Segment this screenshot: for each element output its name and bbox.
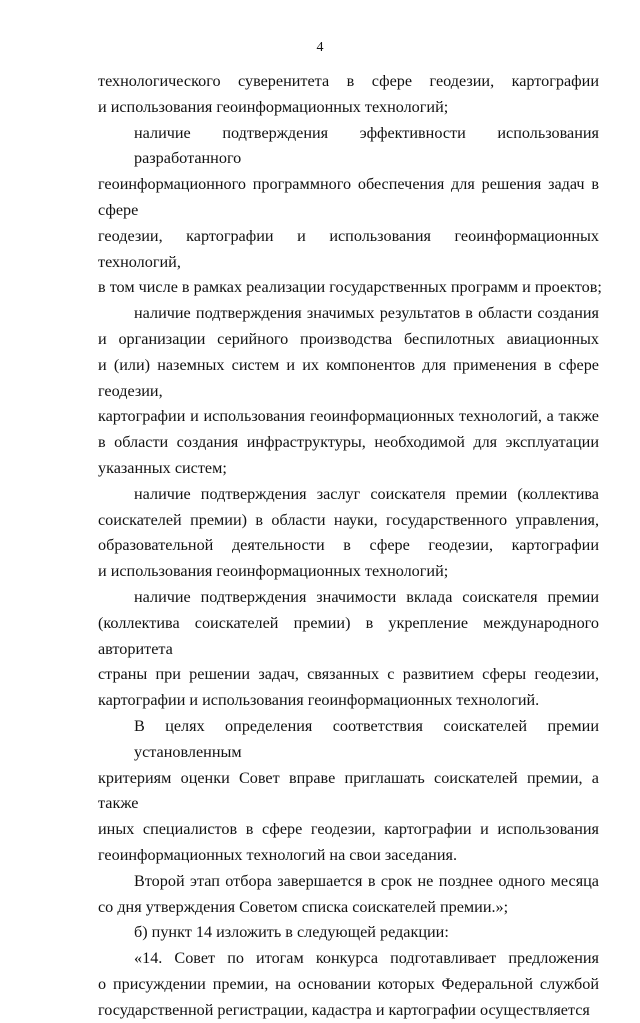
text-line: картографии и использования геоинформационных технологий, а также bbox=[98, 407, 599, 426]
paragraph bbox=[98, 920, 599, 946]
text-line: геодезии, картографии и использования геоинформационных технологий, bbox=[98, 226, 599, 271]
text-line: В целях определения соответствия соискателей премии установленным bbox=[134, 716, 599, 761]
text-line: в области создания инфраструктуры, необходимой для эксплуатации bbox=[98, 433, 599, 452]
page-number: 4 bbox=[316, 40, 324, 55]
text-line: государственной регистрации, кадастра и картографии осуществляется bbox=[98, 1000, 590, 1019]
text-line: соискателей премии) в области науки, государственного управления, bbox=[98, 510, 599, 529]
text-line: указанных систем; bbox=[98, 458, 227, 477]
text-line: образовательной деятельности в сфере геодезии, картографии bbox=[98, 536, 599, 555]
text-line: страны при решении задач, связанных с развитием сферы геодезии, bbox=[98, 665, 599, 684]
text-line: и использования геоинформационных технологий; bbox=[98, 97, 449, 116]
text-line: наличие подтверждения эффективности использования разработанного bbox=[134, 123, 599, 168]
paragraph bbox=[98, 946, 599, 1023]
text-line: и организации серийного производства беспилотных авиационных bbox=[98, 329, 599, 348]
text-line: критериям оценки Совет вправе приглашать соискателей премии, а также bbox=[98, 768, 599, 813]
text-line: и (или) наземных систем и их компонентов для применения в сфере геодезии, bbox=[98, 355, 599, 400]
paragraph bbox=[98, 585, 599, 714]
text-line: иных специалистов в сфере геодезии, картографии и использования bbox=[98, 820, 599, 839]
document-body bbox=[98, 69, 602, 1023]
paragraph bbox=[98, 301, 599, 482]
paragraph bbox=[98, 869, 599, 921]
text-line: (коллектива соискателей премии) в укрепление международного авторитета bbox=[98, 613, 599, 658]
text-line: со дня утверждения Советом списка соискателей премии.»; bbox=[98, 897, 509, 916]
text-line: геоинформационного программного обеспечения для решения задач в сфере bbox=[98, 175, 599, 219]
text-line: в том числе в рамках реализации государственных программ и проектов; bbox=[98, 278, 602, 297]
text-line: наличие подтверждения заслуг соискателя премии (коллектива bbox=[134, 484, 599, 503]
paragraph bbox=[98, 482, 599, 585]
text-line: и использования геоинформационных технологий; bbox=[98, 562, 449, 581]
paragraph bbox=[98, 69, 599, 121]
text-line: «14. Совет по итогам конкурса подготавливает предложения bbox=[134, 949, 599, 968]
text-line: картографии и использования геоинформационных технологий. bbox=[98, 691, 540, 710]
paragraph bbox=[98, 714, 599, 869]
text-line: наличие подтверждения значимых результатов в области создания bbox=[134, 304, 599, 323]
text-line: о присуждении премии, на основании которых Федеральной службой bbox=[98, 974, 599, 993]
text-line: Второй этап отбора завершается в срок не позднее одного месяца bbox=[134, 871, 599, 890]
text-line: технологического суверенитета в сфере геодезии, картографии bbox=[98, 72, 599, 90]
text-line: б) пункт 14 изложить в следующей редакции: bbox=[134, 923, 449, 942]
text-line: геоинформационных технологий на свои заседания. bbox=[98, 845, 457, 864]
paragraph bbox=[98, 121, 602, 302]
text-line: наличие подтверждения значимости вклада соискателя премии bbox=[134, 587, 599, 606]
